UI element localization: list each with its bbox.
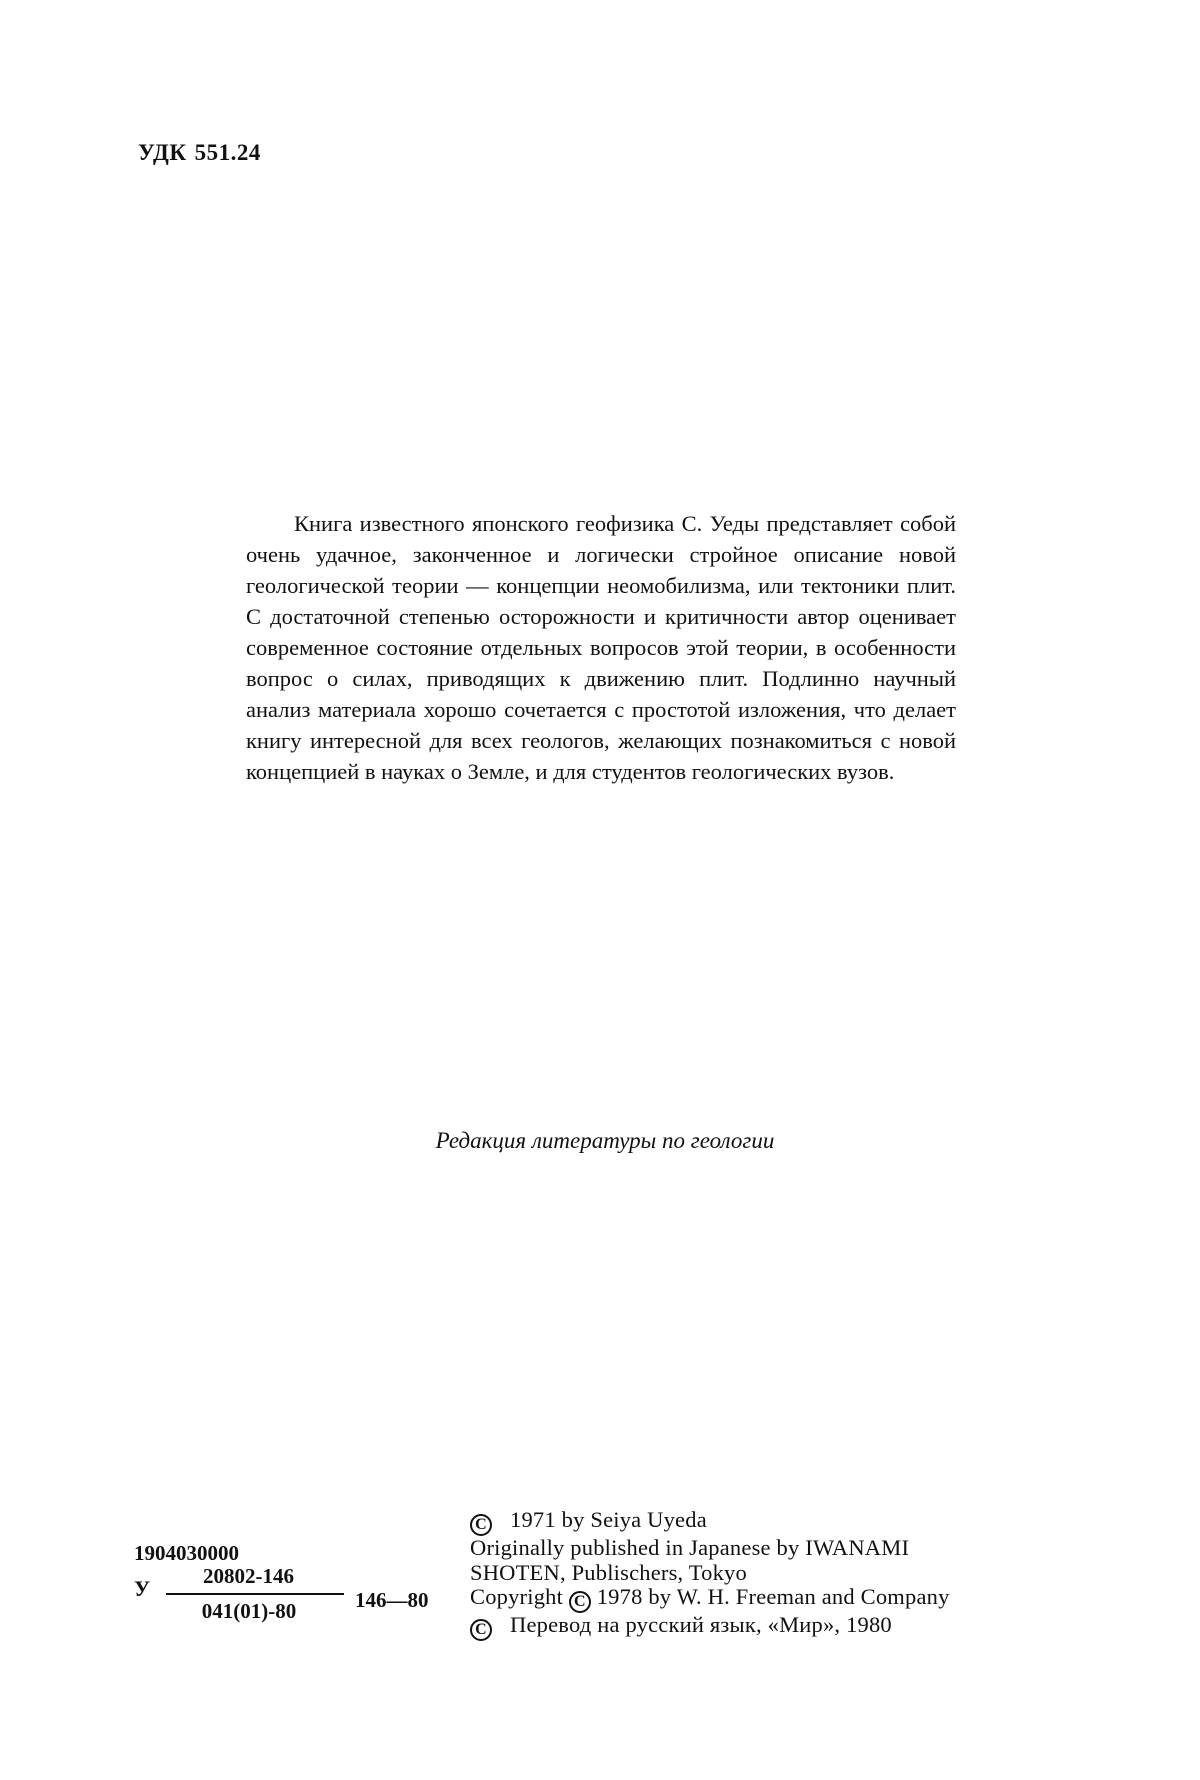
catalog-numerator: 20802-146 <box>203 1564 294 1588</box>
udk-value: 551.24 <box>194 140 261 165</box>
copyright-icon: C <box>470 1514 492 1536</box>
udk-label: УДК <box>138 140 187 165</box>
copyright-block <box>470 1508 950 1641</box>
udk-classification <box>138 140 261 166</box>
book-annotation: Книга известного японского геофизика С. Уеды представляет собой очень удачное, законченное и логически стройное описание новой геологической теории — концепции неомобилизма, или тектоники плит. С достаточной степенью осторожности и критичности автор оценивает современное состояние отдельных вопросов этой теории, в особенности вопрос о силах, приводящих к движению плит. Подлинно научный анализ материала хорошо сочетается с простотой изложения, что делает книгу интересной для всех геологов, желающих познакомиться с новой концепцией в науках о Земле, и для студентов геологических вузов. <box>246 511 956 784</box>
copyright-original-text: 1971 by Seiya Uyeda <box>510 1507 707 1532</box>
copyright-freeman-text: 1978 by W. H. Freeman and Company <box>596 1584 950 1609</box>
copyright-line-publisher-cont: SHOTEN, Publischers, Tokyo <box>470 1559 747 1585</box>
copyright-freeman-prefix: Copyright <box>470 1584 564 1609</box>
copyright-line-translation <box>470 1613 950 1641</box>
copyright-line-original <box>470 1508 950 1536</box>
copyright-line-freeman <box>470 1585 950 1613</box>
fraction-divider <box>166 1593 344 1595</box>
price-code: 146—80 <box>355 1588 429 1612</box>
copyright-icon: C <box>569 1591 591 1613</box>
catalog-denominator: 041(01)-80 <box>201 1599 297 1623</box>
editorial-department: Редакция литературы по геологии <box>435 1128 775 1153</box>
copyright-translation-text: Перевод на русский язык, «Мир», 1980 <box>510 1612 892 1637</box>
catalog-code: 1904030000 <box>134 1541 239 1565</box>
copyright-line-publisher: Originally published in Japanese by IWANAMI <box>470 1535 910 1560</box>
copyright-icon: C <box>470 1619 492 1641</box>
catalog-letter: У <box>134 1576 151 1601</box>
